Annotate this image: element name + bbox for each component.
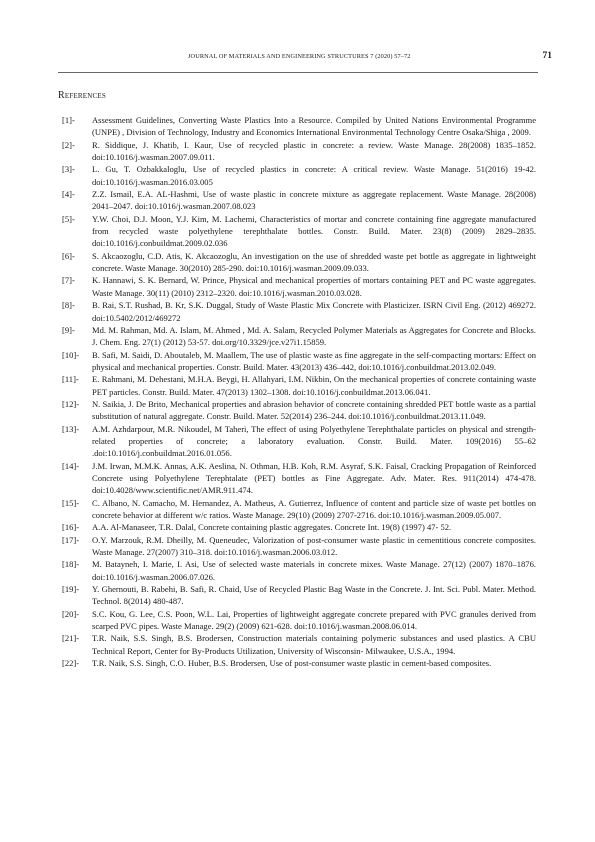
- reference-number: [1]-: [62, 115, 75, 125]
- reference-number: [11]-: [62, 374, 79, 385]
- reference-number: [15]-: [62, 497, 80, 508]
- reference-text: Y.W. Choi, D.J. Moon, Y.J. Kim, M. Lachemi, Characteristics of mortar and concrete containing fine aggregate manufactured from recycled waste polyethylene terephthalate bottles. Constr. Build. Mater. 23(8) (2009) 2829–2835. doi:10.1016/j.conbuildmat.2009.02.036: [92, 213, 536, 249]
- reference-number: [4]-: [62, 189, 75, 200]
- reference-number: [7]-: [62, 275, 75, 286]
- reference-item: [62, 250, 536, 275]
- reference-item: [62, 534, 536, 559]
- references-list: [62, 114, 536, 669]
- reference-text: T.R. Naik, S.S. Singh, C.O. Huber, B.S. Brodersen, Use of post-consumer waste plastic in cement-based composites.: [92, 658, 492, 669]
- reference-item: [62, 213, 536, 250]
- reference-text: S. Akcaozoglu, C.D. Atis, K. Akcaozoglu, An investigation on the use of shredded waste pet bottle as aggregate in lightweight concrete. Waste Manage. 30(2010) 285-290. doi:10.1016/j.wasman.2009.09.033.: [92, 250, 536, 274]
- page-number: 71: [542, 51, 552, 61]
- reference-text: O.Y. Marzouk, R.M. Dheilly, M. Queneudec, Valorization of post-consumer waste plastic in cementitious concrete composites. Waste Manage. 27(2007) 310–318. doi:10.1016/j.wasman.2006.03.012.: [92, 534, 536, 558]
- reference-text: N. Saikia, J. De Brito, Mechanical properties and abrasion behavior of concrete containing shredded PET bottle waste as a partial substitution of natural aggregate. Constr. Build. Mater. 52(2014) 236–244. doi:10.1016/j.conbuildmat.2013.11.049.: [92, 398, 536, 422]
- reference-number: [6]-: [62, 250, 75, 261]
- reference-item: [62, 188, 536, 213]
- reference-number: [8]-: [62, 300, 75, 311]
- reference-item: [62, 349, 536, 374]
- reference-number: [2]-: [62, 139, 75, 150]
- header-rule: [58, 72, 538, 73]
- reference-number: [3]-: [62, 164, 75, 175]
- reference-text: Y. Ghernouti, B. Rabehi, B. Safi, R. Chaid, Use of Recycled Plastic Bag Waste in the Concrete. J. Int. Sci. Publ. Mater. Method. Technol. 8(2014) 480-487.: [92, 584, 536, 607]
- reference-item: [62, 324, 536, 349]
- reference-text: M. Batayneh, I. Marie, I. Asi, Use of selected waste materials in concrete mixes. Waste Manage. 27(12) (2007) 1870–1876. doi:10.1016/j.wasman.2006.07.026.: [92, 559, 536, 582]
- reference-text: J.M. Irwan, M.M.K. Annas, A.K. Aeslina, N. Othman, H.B. Koh, R.M. Asyraf, S.K. Faisal, Cracking Propagation of Reinforced Concrete using Polyethylene Terephtalate (PET) bottles as Fine Aggregate. Adv. Mater. Res. 911(2014) 474-478. doi:10.4028/www.scientific.net/AMR.911.474.: [92, 460, 536, 496]
- reference-text: B. Rai, S.T. Rushad, B. Kr, S.K. Duggal, Study of Waste Plastic Mix Concrete with Plasticizer. ISRN Civil Eng. (2012) 469272. doi:10.5402/2012/469272: [92, 300, 536, 323]
- reference-item: [62, 657, 536, 669]
- reference-item: [62, 139, 536, 164]
- reference-text: T.R. Naik, S.S. Singh, B.S. Brodersen, Construction materials containing polymeric substances and used plastics. A CBU Technical Report, Center for By-Products Utilization, University of Wisconsin- Milwaukee, U.S.A., 1994.: [92, 633, 536, 656]
- journal-citation: JOURNAL OF MATERIALS AND ENGINEERING STRUCTURES 7 (2020) 57–72: [188, 53, 411, 60]
- reference-number: [12]-: [62, 398, 80, 409]
- reference-text: E. Rahmani, M. Dehestani, M.H.A. Beygi, H. Allahyari, I.M. Nikbin, On the mechanical properties of concrete containing waste PET particles. Constr. Build. Mater. 47(2013) 1302–1308. doi:10.1016/j.conbuildmat.2013.06.041.: [92, 374, 536, 397]
- reference-item: [62, 274, 536, 299]
- reference-item: [62, 163, 536, 188]
- reference-number: [21]-: [62, 633, 80, 644]
- reference-text: A.M. Azhdarpour, M.R. Nikoudel, M Taheri, The effect of using Polyethylene Terephthalate particles on physical and strength-related properties of concrete; a laboratory evaluation. Constr. Build. Mater. 109(2016) 55–62 .doi:10.1016/j.conbuildmat.2016.01.056.: [92, 423, 536, 459]
- reference-item: [62, 497, 536, 522]
- reference-text: S.C. Kou, G. Lee, C.S. Poon, W.L. Lai, Properties of lightweight aggregate concrete prepared with PVC granules derived from scarped PVC pipes. Waste Manage. 29(2) (2009) 621-628. doi:10.1016/j.wasman.2008.06.014.: [92, 608, 536, 632]
- reference-item: [62, 608, 536, 633]
- reference-text: Md. M. Rahman, Md. A. Islam, M. Ahmed , Md. A. Salam, Recycled Polymer Materials as Aggregates for Concrete and Blocks. J. Chem. Eng. 27(1) (2012) 53-57. doi.org/10.3329/jce.v27i1.15859.: [92, 324, 536, 348]
- reference-item: [62, 114, 536, 139]
- reference-number: [9]-: [62, 324, 75, 335]
- reference-number: [18]-: [62, 559, 80, 570]
- reference-text: R. Siddique, J. Khatib, I. Kaur, Use of recycled plastic in concrete: a review. Waste Manage. 28(2008) 1835–1852. doi:10.1016/j.wasman.2007.09.011.: [92, 139, 536, 163]
- reference-text: C. Albano, N. Camacho, M. Hernandez, A. Matheus, A. Gutierrez, Influence of content and particle size of waste pet bottles on concrete behavior at different w/c ratios. Waste Manage. 29(10) (2009) 2707-2716. doi:10.1016/j.wasman.2009.05.007.: [92, 497, 536, 520]
- reference-text: A.A. Al-Manaseer, T.R. Dalal, Concrete containing plastic aggregates. Concrete Int. 19(8) (1997) 47- 52.: [92, 522, 452, 533]
- reference-item: [62, 583, 536, 608]
- reference-item: [62, 558, 536, 583]
- reference-text: K. Hannawi, S. K. Bernard, W. Prince, Physical and mechanical properties of mortars containing PET and PC waste aggregates. Waste Manage. 30(11) (2010) 2312–2320. doi:10.1016/j.wasman.2010.03.028.: [92, 275, 536, 298]
- reference-item: [62, 460, 536, 497]
- reference-number: [20]-: [62, 608, 80, 619]
- reference-text: Assessment Guidelines, Converting Waste Plastics Into a Resource. Compiled by United Nations Environmental Programme (UNPE) , Division of Technology, Industry and Economics International Environmental Technology Centre Osaka/Shiga , 2009.: [92, 115, 536, 138]
- reference-text: Z.Z. Ismail, E.A. AL-Hashmi, Use of waste plastic in concrete mixture as aggregate replacement. Waste Manage. 28(2008) 2041–2047. doi:10.1016/j.wasman.2007.08.023: [92, 189, 536, 212]
- reference-item: [62, 373, 536, 398]
- reference-number: [13]-: [62, 423, 80, 434]
- reference-number: [5]-: [62, 213, 75, 224]
- reference-number: [17]-: [62, 534, 80, 545]
- reference-text: B. Safi, M. Saidi, D. Aboutaleb, M. Maallem, The use of plastic waste as fine aggregate in the self-compacting mortars: Effect on physical and mechanical properties. Constr. Build. Mater. 43(2013) 436–442, doi:10.1016/j.conbuildmat.2013.02.049.: [92, 349, 536, 372]
- reference-number: [16]-: [62, 522, 80, 533]
- reference-item: [62, 423, 536, 460]
- references-heading: References: [58, 90, 106, 101]
- reference-item: [62, 632, 536, 657]
- reference-item: [62, 521, 536, 533]
- reference-item: [62, 299, 536, 324]
- reference-number: [14]-: [62, 460, 80, 471]
- running-header: [58, 51, 552, 67]
- reference-number: [22]-: [62, 658, 80, 669]
- reference-item: [62, 398, 536, 423]
- reference-text: L. Gu, T. Ozbakkaloglu, Use of recycled plastics in concrete: A critical review. Waste Manage. 51(2016) 19-42. doi:10.1016/j.wasman.2016.03.005: [92, 164, 536, 187]
- reference-number: [10]-: [62, 349, 80, 360]
- reference-number: [19]-: [62, 584, 80, 595]
